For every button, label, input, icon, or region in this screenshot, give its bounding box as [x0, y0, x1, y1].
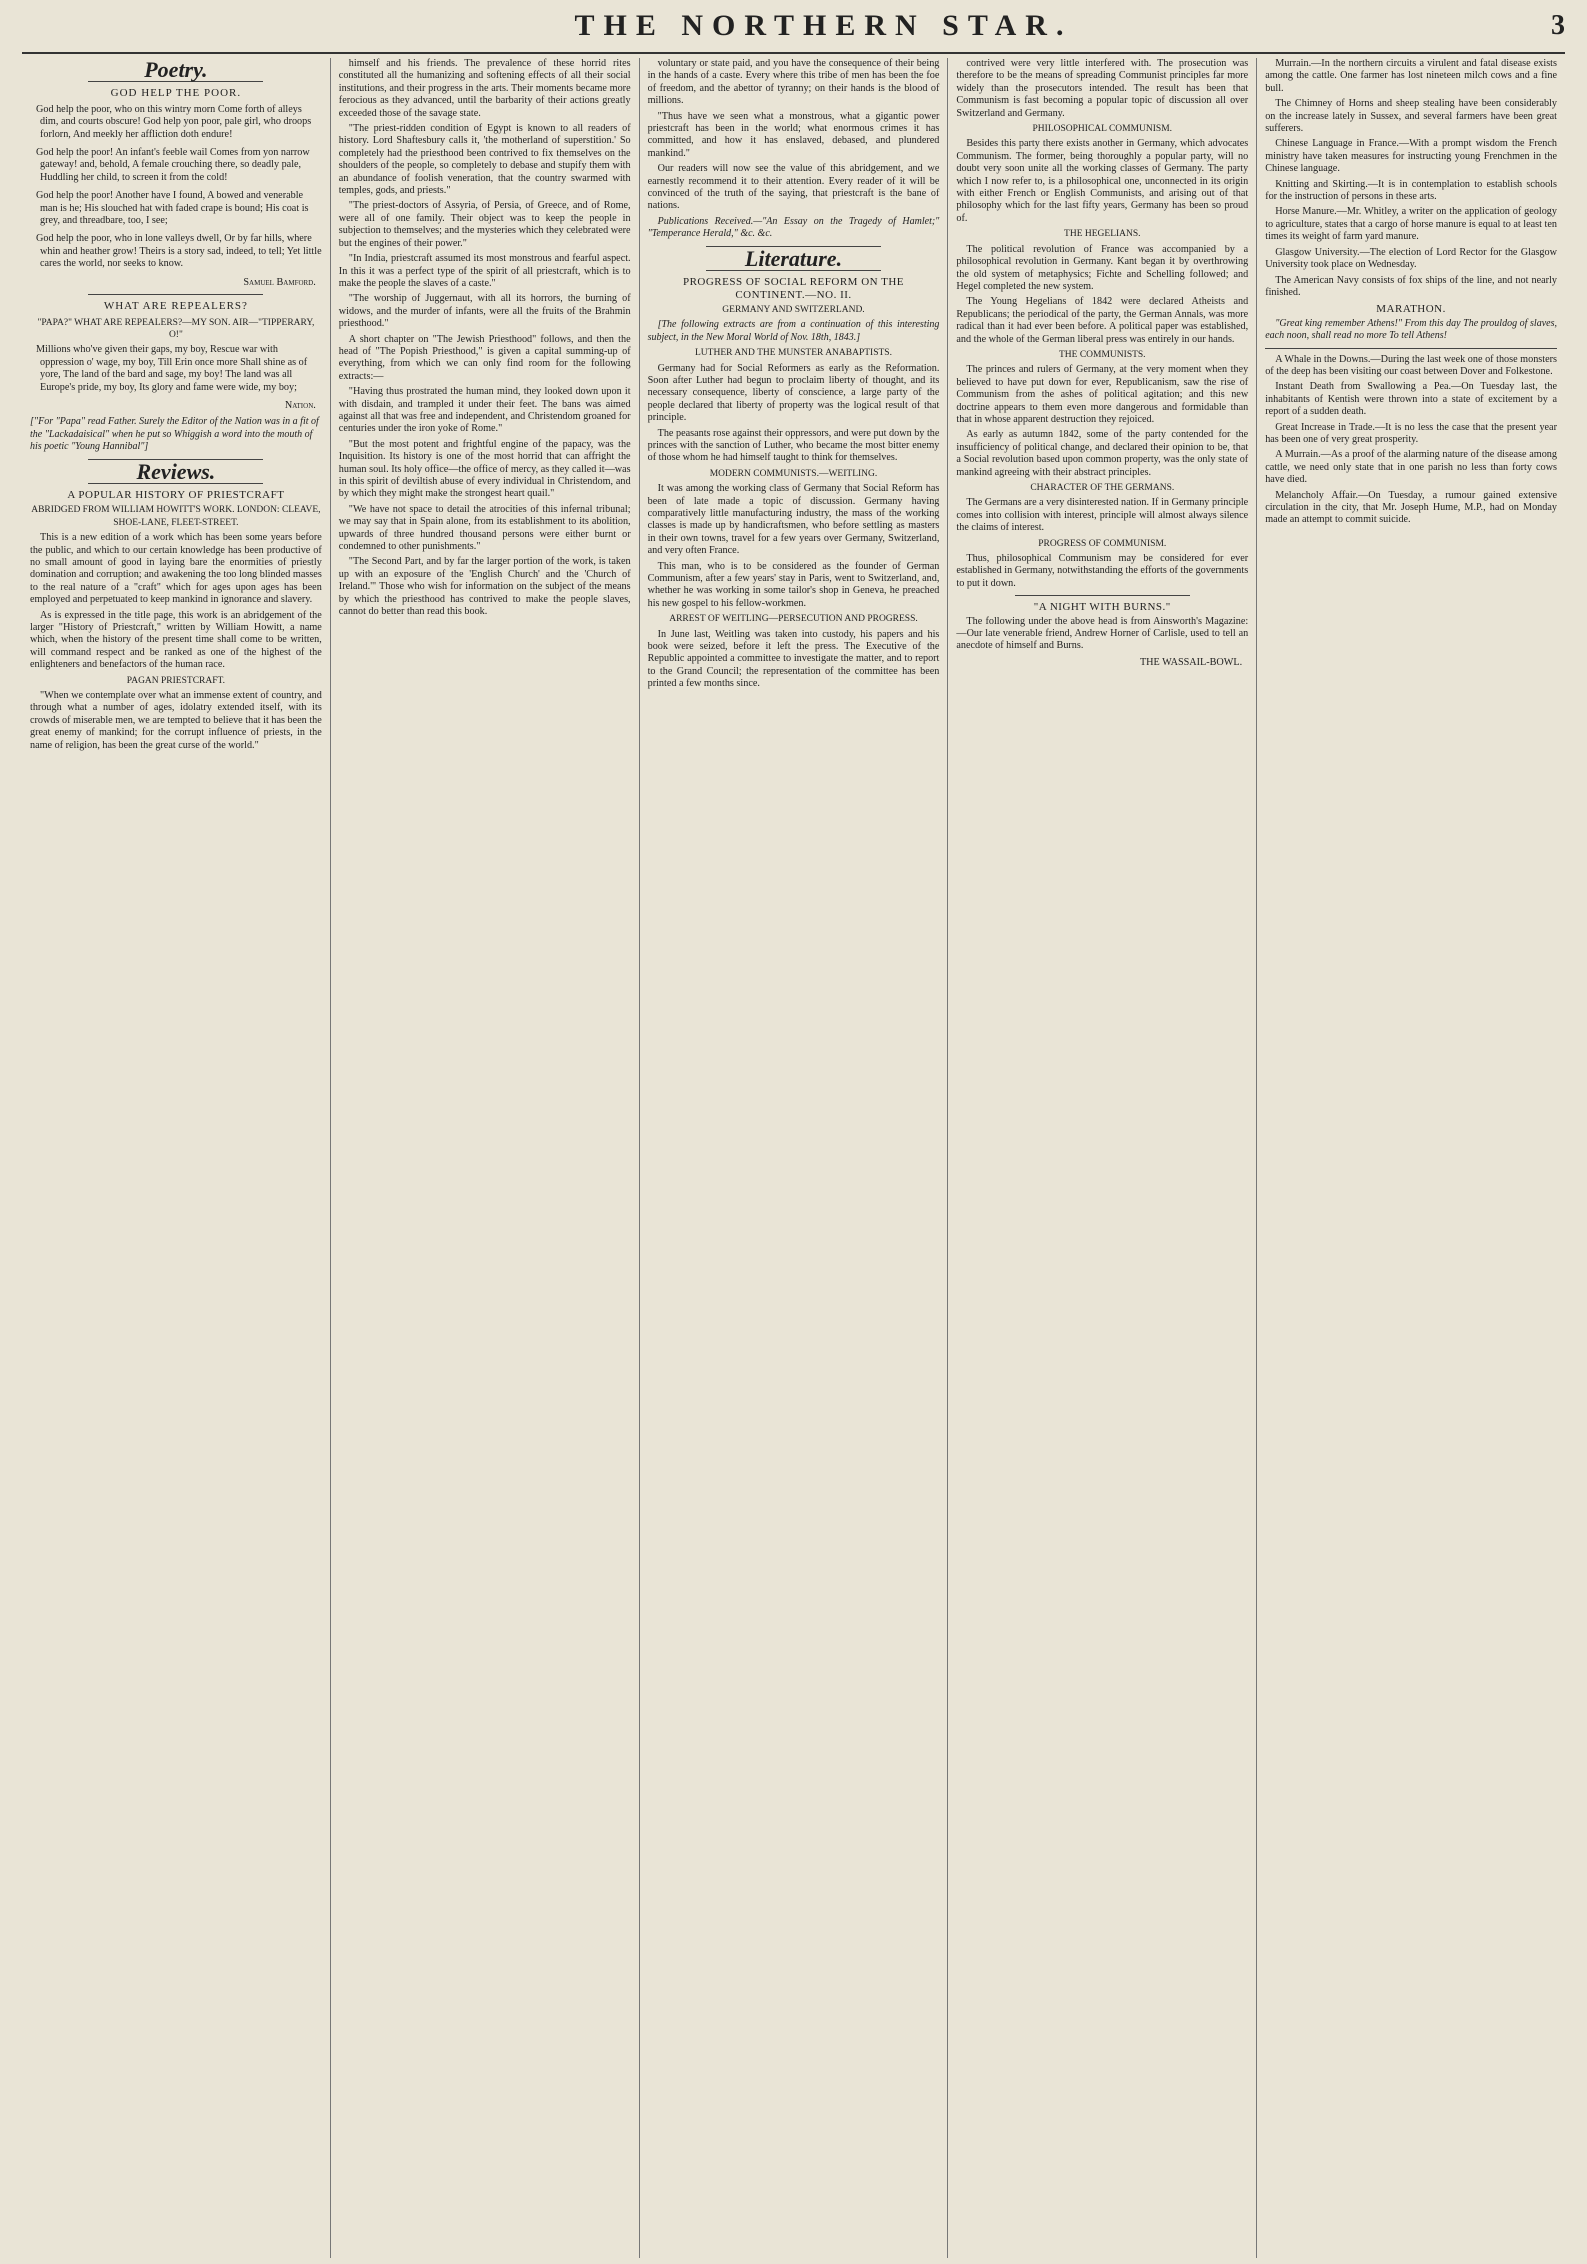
paragraph: This is a new edition of a work which has been some years before the public, and which to our certain knowledge has been productive of no small amount of good in laying bare the enormities of priestly domination and corruption; and awakening the too long blinded masses to the real nature of a "craft" which for ages upon ages has been employed and perpetuated to keep mankind in ignorance and slavery.: [30, 532, 322, 606]
paragraph: Besides this party there exists another in Germany, which advocates Communism. The former, being thoroughly a popular party, will no doubt very soon unite all the working classes of Germany. The party which I now refer to, is a philosophical one, unconnected in its origin with either French or English Communists, and arising out of that philosophy which for the last fifty years, Germany has been so proud of.: [956, 138, 1249, 224]
review-subheading: ABRIDGED FROM WILLIAM HOWITT'S WORK. LONDON: CLEAVE, SHOE-LANE, FLEET-STREET.: [31, 505, 321, 528]
poem-stanza: Millions who've given their gaps, my boy, Rescue war with oppression o' wage, my boy, Till Erin once more Shall shine as of yore, The land of the bard and sage, my boy! The land was all Europe's pride, my boy, Its glory and fame were wide, my boy;: [36, 344, 308, 393]
paragraph: The Young Hegelians of 1842 were declared Atheists and Republicans; the periodical of the party, the German Annals, was more radical than it had ever been before. A political paper was established, and the whole of the German liberal press was entirely in our hands.: [956, 296, 1249, 345]
column-divider: [1265, 348, 1557, 349]
paragraph: The following under the above head is from Ainsworth's Magazine:—Our late venerable friend, Andrew Horner of Carlisle, used to tell an anecdote of himself and Burns.: [956, 615, 1249, 652]
news-item: Instant Death from Swallowing a Pea.—On Tuesday last, the inhabitants of Kentish were thrown into a state of excitement by a report of a sudden death.: [1265, 381, 1557, 418]
masthead: [22, 0, 1565, 54]
paragraph: himself and his friends. The prevalence of these horrid rites constituted all the humanizing and softening effects of all their social institutions, and their progress in the arts. Their moments became more ferocious as they advanced, until the barbarity of their actions greatly exceeded those of the savage state.: [338, 58, 631, 119]
paragraph: Thus, philosophical Communism may be considered for ever established in Germany, notwithstanding the efforts of the governments to put it down.: [956, 553, 1249, 589]
paragraph: Our readers will now see the value of this abridgement, and we earnestly recommend it to their attention. Every reader of it will be convinced of the truth of the saying, that priestcraft is the bane of nations.: [647, 163, 940, 212]
column-5: [1257, 58, 1565, 2258]
paragraph: A short chapter on "The Jewish Priesthood" follows, and then the head of "The Popish Priesthood," is given a capital summing-up of everything, from which we can only find room for the following extracts:—: [338, 333, 631, 382]
column-4: [948, 58, 1257, 2258]
subheading: MODERN COMMUNISTS.—WEITLING.: [709, 468, 878, 479]
subheading: ARREST OF WEITLING—PERSECUTION AND PROGRESS.: [669, 614, 918, 625]
editor-note: [The following extracts are from a continuation of this interesting subject, in the New Moral World of Nov. 18th, 1843.]: [647, 319, 940, 343]
newspaper-title: THE NORTHERN STAR.: [574, 9, 1073, 42]
poem-stanza: God help the poor! Another have I found, A bowed and venerable man is he; His slouched hat with faded crape is bound; His coat is grey, and threadbare, too, I see;: [36, 190, 309, 227]
poem-signature: Samuel Bamford.: [243, 276, 316, 288]
article-heading: "A NIGHT WITH BURNS.": [1033, 601, 1171, 614]
poem-stanza: God help the poor, who in lone valleys dwell, Or by far hills, where whin and heather grow! Theirs is a story sad, indeed, to tell; Yet little cares the world, nor seeks to know.: [36, 233, 322, 270]
news-item: Great Increase in Trade.—It is no less the case that the present year has been one of very great prosperity.: [1265, 421, 1557, 445]
paragraph: "We have not space to detail the atrocities of this infernal tribunal; we may say that in Spain alone, from its establishment to its abolition, upwards of three hundred thousand persons were either burnt or condemned to other punishments.": [338, 503, 631, 553]
paragraph: As early as autumn 1842, some of the party contended for the insufficiency of political change, and declared their opinion to be, that a Social revolution based upon common property, was the only state of mankind agreeing with their abstract principles.: [956, 429, 1249, 478]
paragraph: "The Second Part, and by far the larger portion of the work, is taken up with an exposure of the 'English Church' and the 'Church of Ireland.'" Those who wish for information on the subject of the means by which the priesthood has contrived to make the people slaves, cannot do better than read this book.: [338, 556, 631, 618]
paragraph: In June last, Weitling was taken into custody, his papers and his book were seized, before it left the press. The Executive of the Republic appointed a committee to investigate the matter, and to report to the Grand Council; the representation of the committee has been printed a few months since.: [647, 628, 940, 690]
subheading: PROGRESS OF COMMUNISM.: [1038, 538, 1167, 549]
paragraph: It was among the working class of Germany that Social Reform has been of late made a topic of discussion. Germany having comparatively little manufacturing industry, the mass of the working classes is made up by handicraftsmen, who before settling as masters in their own towns, travel for a few years over Germany, Switzerland, and very often France.: [647, 483, 940, 557]
poem-title: WHAT ARE REPEALERS?: [103, 300, 248, 313]
paragraph: The princes and rulers of Germany, at the very moment when they believed to have put down for ever, Republicanism, saw the rise of Communism from the ashes of political agitation; and this new doctrine appears to them even more dangerous and formidable than that in whose apparent destruction they rejoiced.: [956, 364, 1249, 425]
section-poetry-heading: Poetry.: [144, 58, 208, 82]
page-number: 3: [1551, 10, 1565, 41]
news-item: Knitting and Skirting.—It is in contemplation to establish schools for the instruction of persons in these arts.: [1265, 178, 1557, 203]
news-item: A Murrain.—As a proof of the alarming nature of the disease among cattle, we need only state that in one parish no less than forty cows have died.: [1265, 449, 1557, 486]
column-1: [22, 58, 331, 2258]
news-item: Chinese Language in France.—With a prompt wisdom the French ministry have taken measures for instructing young Frenchmen in the Chinese language.: [1265, 138, 1557, 175]
paragraph: "The priest-ridden condition of Egypt is known to all readers of history. Lord Shaftesbury calls it, 'the motherland of superstition.' So completely had the priesthood been contrived to fix themselves on the shoulders of the people, so completely to debase and stupify them with an abundance of foolish veneration, that the country swarmed with temples, gods, and priests.": [338, 123, 631, 197]
paragraph: "The worship of Juggernaut, with all its horrors, the burning of widows, and the murder of infants, were all the fruits of the Brahmin priesthood.": [338, 293, 631, 330]
poem-subtitle: "PAPA?" WHAT ARE REPEALERS?—MY SON. AIR—"TIPPERARY, O!": [37, 317, 315, 340]
paragraph: "When we contemplate over what an immense extent of country, and through what a number of ages, idolatry extended itself, with its crowds of miserable men, we are tempted to believe that it has been the great enemy of mankind; for the corrupt influence of priests, in the name of religion, has been the great curse of the world.": [30, 690, 322, 751]
news-item: Murrain.—In the northern circuits a virulent and fatal disease exists among the cattle. One farmer has lost nineteen milch cows and a fine bull.: [1265, 58, 1557, 94]
column-2: [331, 58, 640, 2258]
paragraph: "The priest-doctors of Assyria, of Persia, of Greece, and of Rome, were all of one family. Their object was to keep the people in subjection to themselves; and the mysteries which they celebrated were but the engines of their power.": [338, 200, 631, 249]
news-item: A Whale in the Downs.—During the last week one of those monsters of the deep has been visiting our coast between Dover and Folkestone.: [1265, 353, 1557, 377]
review-heading: A POPULAR HISTORY OF PRIESTCRAFT: [67, 488, 285, 501]
paragraph: This man, who is to be considered as the founder of German Communism, after a few years' stay in Paris, went to Switzerland, and, whether he was working in some tailor's shop in Geneva, he preached his new gospel to his fellow-workmen.: [647, 560, 940, 609]
paragraph: "In India, priestcraft assumed its most monstrous and fearful aspect. In this it was a perfect type of the spirit of all priestcraft, which is to make the people the slaves of a caste.": [338, 253, 631, 289]
subheading: THE HEGELIANS.: [1064, 229, 1141, 240]
news-item: Glasgow University.—The election of Lord Rector for the Glasgow University took place on Wednesday.: [1265, 246, 1557, 271]
news-item: The American Navy consists of fox ships of the line, and not nearly finished.: [1265, 274, 1557, 298]
section-literature-heading: Literature.: [744, 245, 843, 271]
paragraph: "Thus have we seen what a monstrous, what a gigantic power priestcraft has been in the world; what enormous crimes it has committed, and how it has enslaved, debased, and plundered mankind.": [647, 110, 940, 159]
poem-title: MARATHON.: [1376, 303, 1446, 316]
divider: [1015, 595, 1190, 596]
subheading: CHARACTER OF THE GERMANS.: [1030, 483, 1175, 493]
paragraph: "But the most potent and frightful engine of the papacy, was the Inquisition. Its history is one of the most horrid that can affright the human soul. Its holy office—the office of mercy, as they called it—was in this spirit of deviltish abuse of every individual in Christendom, and by which they might make the strongest heart quail.": [338, 438, 631, 500]
subheading: PHILOSOPHICAL COMMUNISM.: [1032, 124, 1173, 135]
poem-signature: Nation.: [284, 399, 316, 411]
paragraph: "Having thus prostrated the human mind, they looked down upon it with disdain, and trampled it under their feet. The bans was aimed against all that was free and independent, and Christendom groaned for centuries under the iron yoke of Rome.": [338, 386, 631, 435]
divider: [88, 294, 263, 295]
subheading: THE COMMUNISTS.: [1059, 349, 1146, 360]
news-item: Horse Manure.—Mr. Whitley, a writer on the application of geology to agriculture, states that a cargo of horse manure is equal to at least ten times its weight of farm yard manure.: [1265, 206, 1557, 243]
poem-stanza: "Great king remember Athens!" From this day The prouldog of slaves, each noon, shall read no more To tell Athens!: [1265, 317, 1557, 342]
paragraph: The peasants rose against their oppressors, and were put down by the princes with the sanction of Luther, who became the most bitter enemy of those whom he had himself taught to think for themselves.: [647, 427, 940, 464]
poem-stanza: God help the poor! An infant's feeble wail Comes from yon narrow gateway! and, behold, A female crouching there, so deadly pale, Huddling her child, to screen it from the cold!: [36, 147, 310, 183]
poem-stanza: God help the poor, who on this wintry morn Come forth of alleys dim, and courts obscure! God help yon poor, pale girl, who droops forlorn, And meekly her affliction doth endure!: [36, 103, 312, 140]
paragraph: Germany had for Social Reformers as early as the Reformation. Soon after Luther had begun to proclaim liberty of thought, and its necessary consequence, liberty of conscience, a large party of the people declared that liberty of property was the logical result of that principle.: [647, 362, 940, 424]
paragraph: voluntary or state paid, and you have the consequence of their being in the hands of a caste. Every where this tribe of men has been the foe of freedom, and the abettor of tyranny; on their hands is the blood of millions.: [647, 58, 940, 107]
publications-note: Publications Received.—"An Essay on the Tragedy of Hamlet;" "Temperance Herald," &c. &c.: [647, 215, 940, 240]
subheading: LUTHER AND THE MUNSTER ANABAPTISTS.: [695, 348, 892, 359]
paragraph: The Germans are a very disinterested nation. If in Germany principle comes into collision with interest, principle will almost always silence the claims of interest.: [956, 497, 1249, 534]
news-item: Melancholy Affair.—On Tuesday, a rumour gained extensive circulation in the city, that Mr. Joseph Hume, M.P., had on Monday made an attempt to commit suicide.: [1265, 489, 1557, 526]
column-3: [640, 58, 949, 2258]
editor-note: ["For "Papa" read Father. Surely the Editor of the Nation was in a fit of the "Lackadaisical" when he put so Whiggish a word into the mouth of his poetic "Young Hannibal"]: [30, 416, 319, 453]
subheading: GERMANY AND SWITZERLAND.: [722, 304, 865, 315]
section-reviews-heading: Reviews.: [136, 458, 216, 484]
paragraph: contrived were very little interfered with. The prosecution was therefore to be the means of spreading Communist principles far more widely than the prosecutors intended. The result has been that Communism is fast becoming a popular topic of discussion all over Switzerland and Germany.: [956, 58, 1249, 119]
poem-title: GOD HELP THE POOR.: [110, 87, 242, 100]
paragraph: The political revolution of France was accompanied by a philosophical revolution in Germany. Kant began it by overthrowing the old system of metaphysics; Fichte and Schelling followed; and Hegel completed the new system.: [956, 243, 1249, 292]
article-heading: PROGRESS OF SOCIAL REFORM ON THE CONTINENT.—NO. II.: [682, 276, 905, 301]
subheading: PAGAN PRIESTCRAFT.: [126, 675, 225, 686]
paragraph: As is expressed in the title page, this work is an abridgement of the larger "History of Priestcraft," written by William Howitt, a name which, when the history of the present time shall come to be written, will command respect and be ranked as one of the highest of the enlighteners and benefactors of the human race.: [30, 609, 322, 671]
signature: THE WASSAIL-BOWL.: [1139, 656, 1243, 668]
news-item: The Chimney of Horns and sheep stealing have been considerably on the increase lately in Sussex, and several farmers have been great sufferers.: [1265, 98, 1557, 135]
